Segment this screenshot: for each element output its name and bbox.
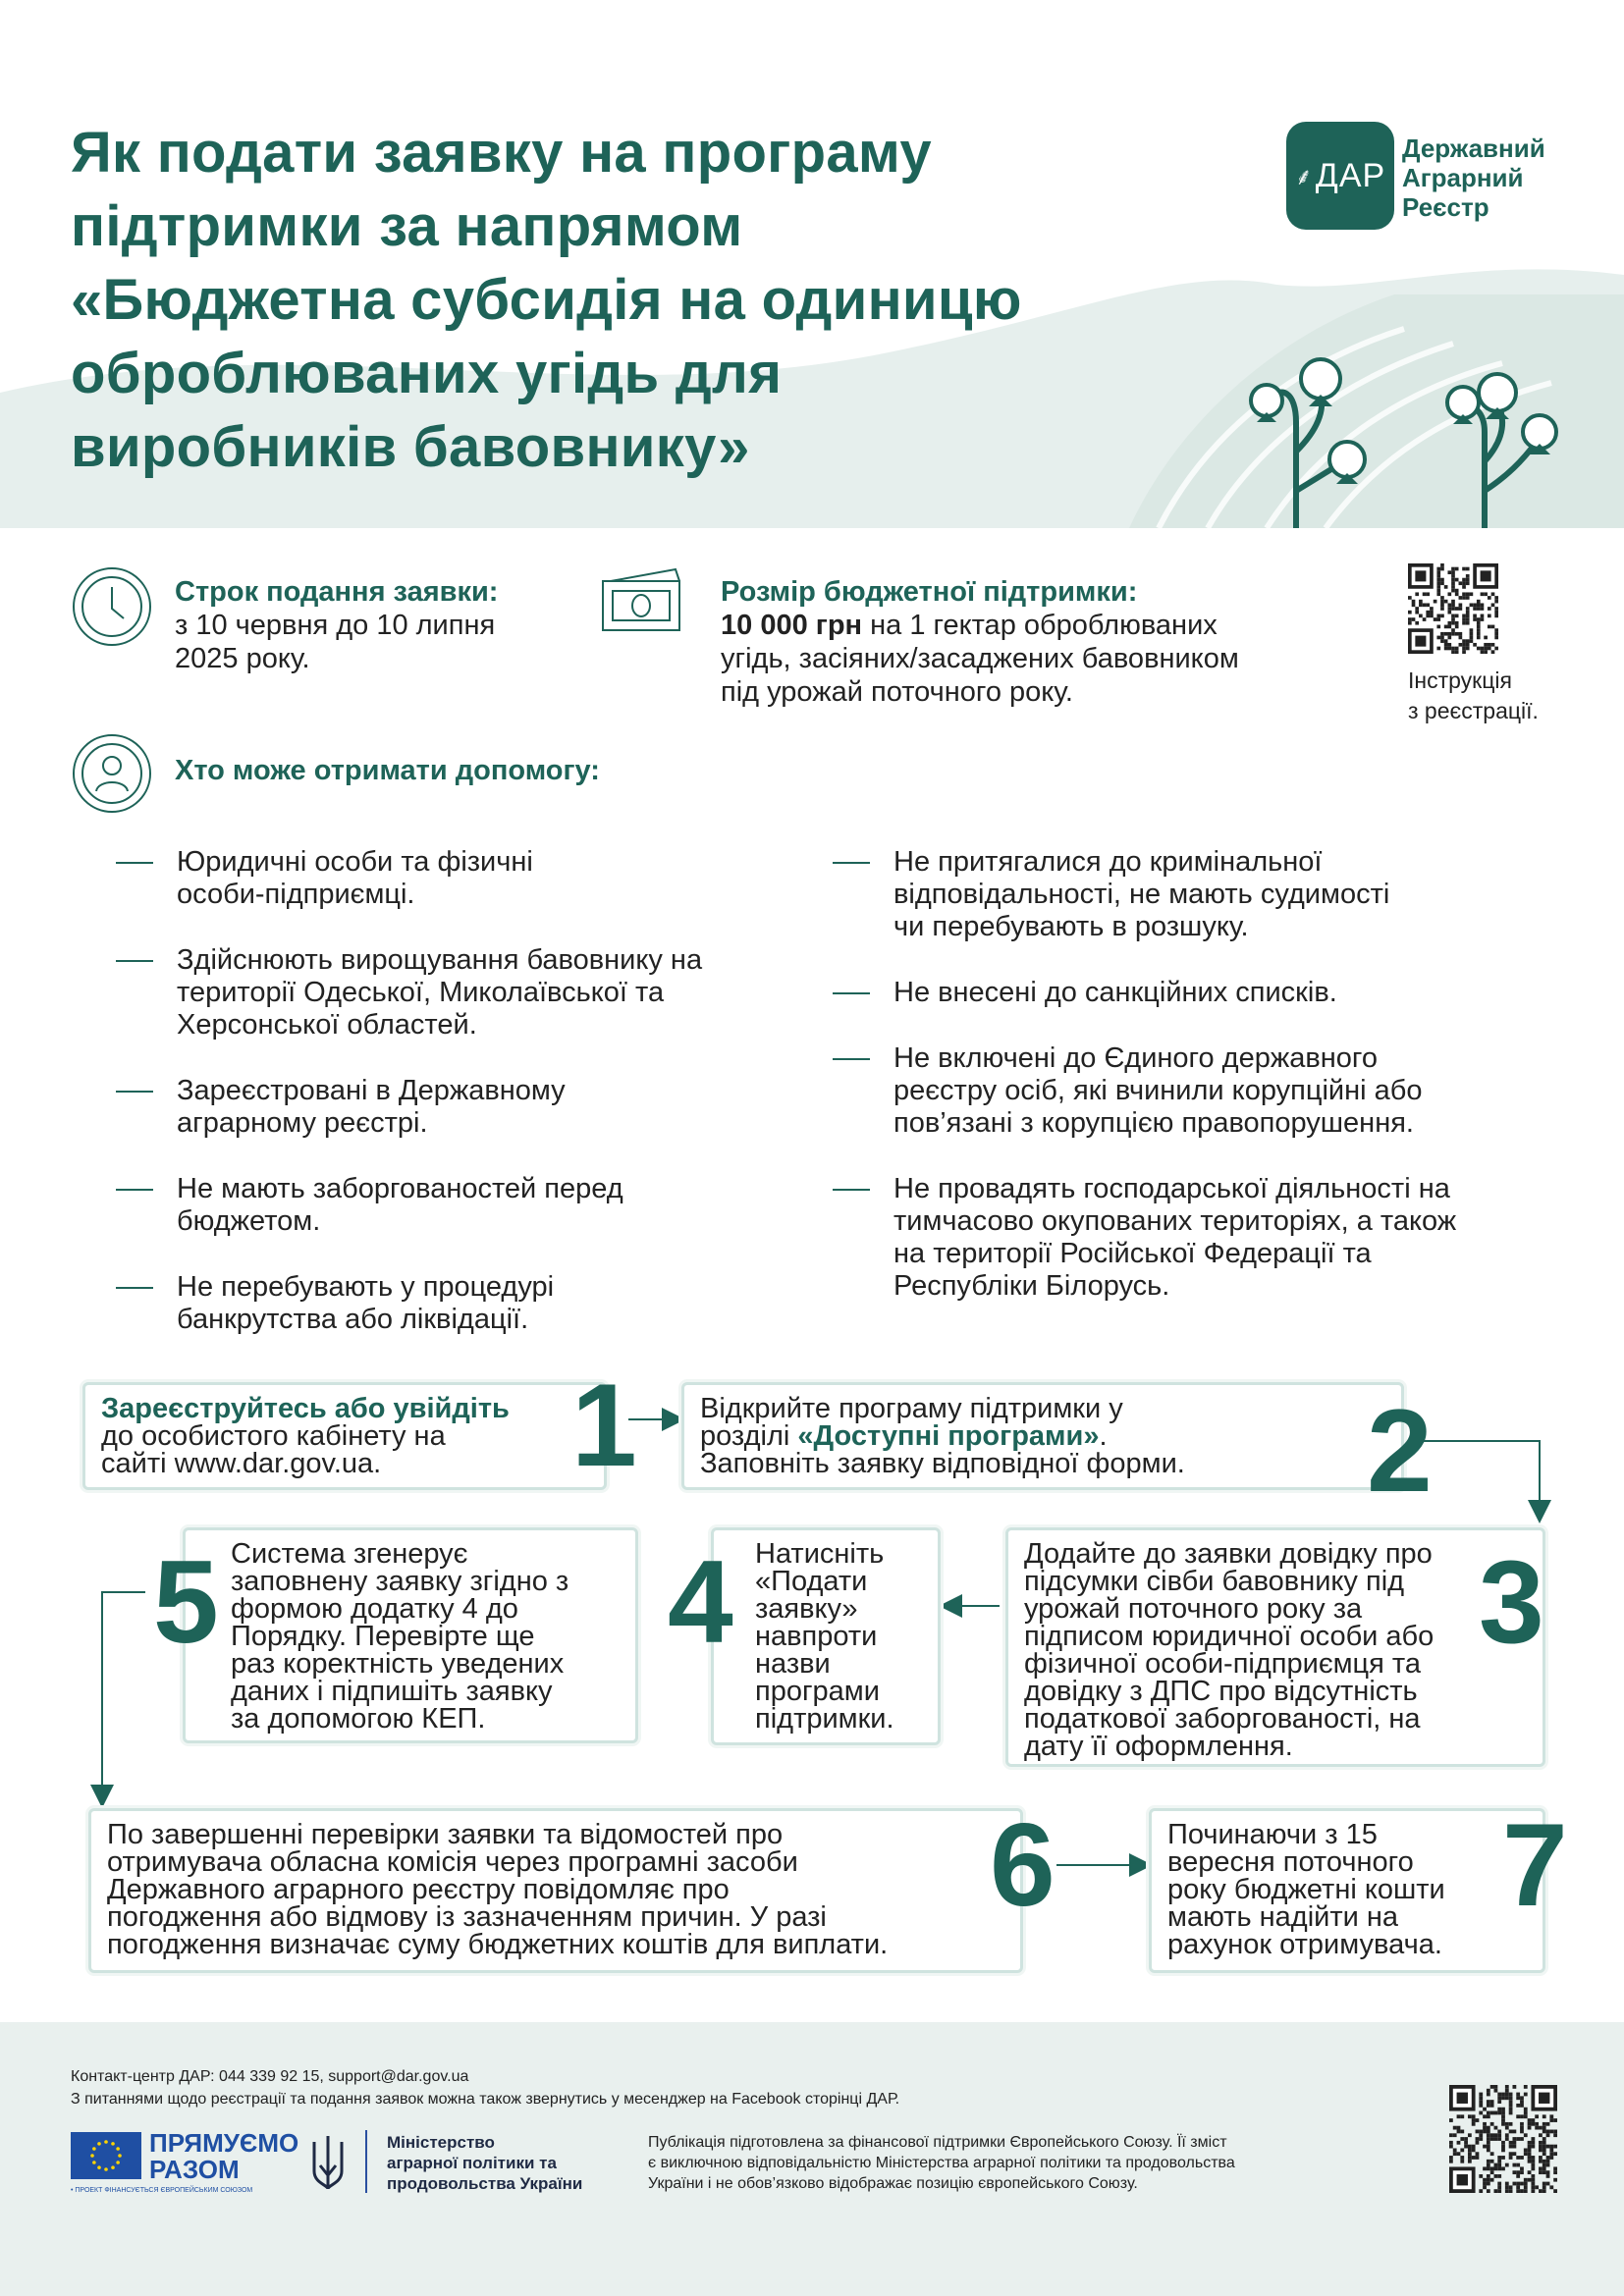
criteria-item: Здійснюють вирощування бавовнику на території Одеської, Миколаївської та Херсонської областей. xyxy=(116,944,823,1041)
eu-disclaimer: Публікація підготовлена за фінансової підтримки Європейського Союзу. Її зміст є виключною відповідальністю Міністерства аграрної політики та продовольства України і не обов’язково відображає позицію європейського Союзу. xyxy=(648,2134,1235,2192)
criteria-item: Не перебувають у процедурі банкрутства або ліквідації. xyxy=(116,1271,823,1336)
criteria-item: Не внесені до санкційних списків. xyxy=(833,977,1579,1009)
step-7-box: Починаючи з 15 вересня поточного року бюджетні кошти мають надійти на рахунок отримувача. xyxy=(1149,1808,1545,1973)
contact-center: Контакт-центр ДАР: 044 339 92 15, support@dar.gov.ua xyxy=(71,2068,469,2085)
criteria-item: Не мають заборгованостей перед бюджетом. xyxy=(116,1173,823,1238)
title-line: оброблюваних угідь для xyxy=(71,342,783,405)
step-7-number: 7 xyxy=(1502,1799,1568,1931)
step-1-box: Зареєструйтесь або увійдіть до особистого кабінету на сайті www.dar.gov.ua. xyxy=(82,1382,607,1490)
contact-info: Контакт-центр ДАР: 044 339 92 15, support@dar.gov.ua З питаннями щодо реєстрації та подання заявок можна також звернутись у месенджер на Facebook сторінці ДАР. xyxy=(71,2065,899,2110)
title-line: «Бюджетна субсидія на одиницю xyxy=(71,268,1022,332)
step-6-box: По завершенні перевірки заявки та відомостей про отримувача обласна комісія через програмні засоби Державного аграрного реєстру повідомляє про погодження або відмову із зазначенням причин. У разі погодження визначає суму бюджетних коштів для виплати. xyxy=(88,1808,1023,1973)
wheat-icon: ⸙ xyxy=(1294,163,1314,190)
amount-title: Розмір бюджетної підтримки: xyxy=(721,576,1138,608)
title-line: Як подати заявку на програму xyxy=(71,121,932,185)
qr-caption: Інструкція з реєстрації. xyxy=(1408,667,1539,723)
step-3-box: Додайте до заявки довідку про підсумки сівби бавовнику під урожай поточного року за підписом юридичної особи або фізичної особи-підприємця та довідку з ДПС про відсутність податкової заборгованості, на дату її оформлення. xyxy=(1005,1527,1545,1767)
step-4-number: 4 xyxy=(668,1536,733,1668)
deadline-title: Строк подання заявки: xyxy=(175,576,499,608)
logo-abbr: ДАР xyxy=(1315,156,1386,194)
criteria-item: Юридичні особи та фізичні особи-підприємці. xyxy=(116,846,823,911)
step-6-number: 6 xyxy=(990,1799,1056,1931)
step-5-number: 5 xyxy=(153,1536,219,1668)
available-programs-label: «Доступні програми» xyxy=(797,1420,1100,1452)
divider xyxy=(365,2130,367,2193)
eu-flag-icon xyxy=(71,2132,141,2179)
logo-text: Державний Аграрний Реєстр xyxy=(1402,133,1545,222)
amount-value: 10 000 грн xyxy=(721,610,863,641)
step-5-box: Система згенерує заповнену заявку згідно з формою додатку 4 до Порядку. Перевірте ще раз коректність уведених даних і підпишіть заявку за допомогою КЕП. xyxy=(183,1527,638,1743)
step-2-number: 2 xyxy=(1367,1385,1433,1517)
criteria-item: Зареєстровані в Державному аграрному реєстрі. xyxy=(116,1075,823,1140)
step-1-number: 1 xyxy=(571,1360,637,1491)
criteria-item: Не провадять господарської діяльності на тимчасово окупованих територіях, а також на території Російської Федерації та Республіки Білорусь. xyxy=(833,1173,1579,1303)
criteria-item: Не включені до Єдиного державного реєстру осіб, які вчинили корупційні або пов’язані з корупцією правопорушення. xyxy=(833,1042,1579,1140)
qr-code-footer[interactable] xyxy=(1449,2085,1557,2193)
criteria-item: Не притягалися до кримінальної відповідальності, не мають судимості чи перебувають в розшуку. xyxy=(833,846,1579,943)
who-title: Хто може отримати допомогу: xyxy=(175,755,600,786)
ministry-logo-text: Міністерство аграрної політики та продовольства України xyxy=(387,2133,583,2193)
title-line: виробників бавовнику» xyxy=(71,415,750,479)
step-3-number: 3 xyxy=(1479,1536,1544,1668)
trident-icon xyxy=(308,2132,348,2195)
step-4-box: Натисніть «Подати заявку» навпроти назви програми підтримки. xyxy=(711,1527,941,1745)
deadline-block: Строк подання заявки: з 10 червня до 10 липня 2025 року. xyxy=(175,576,499,674)
amount-block: Розмір бюджетної підтримки: 10 000 грн на 1 гектар оброблюваних угідь, засіяних/засаджених бавовником під урожай поточного року. xyxy=(721,576,1239,708)
title-line: підтримки за напрямом xyxy=(71,194,743,258)
step-2-box: Відкрийте програму підтримки у розділі «Доступні програми». Заповніть заявку відповідної форми. xyxy=(681,1382,1404,1490)
